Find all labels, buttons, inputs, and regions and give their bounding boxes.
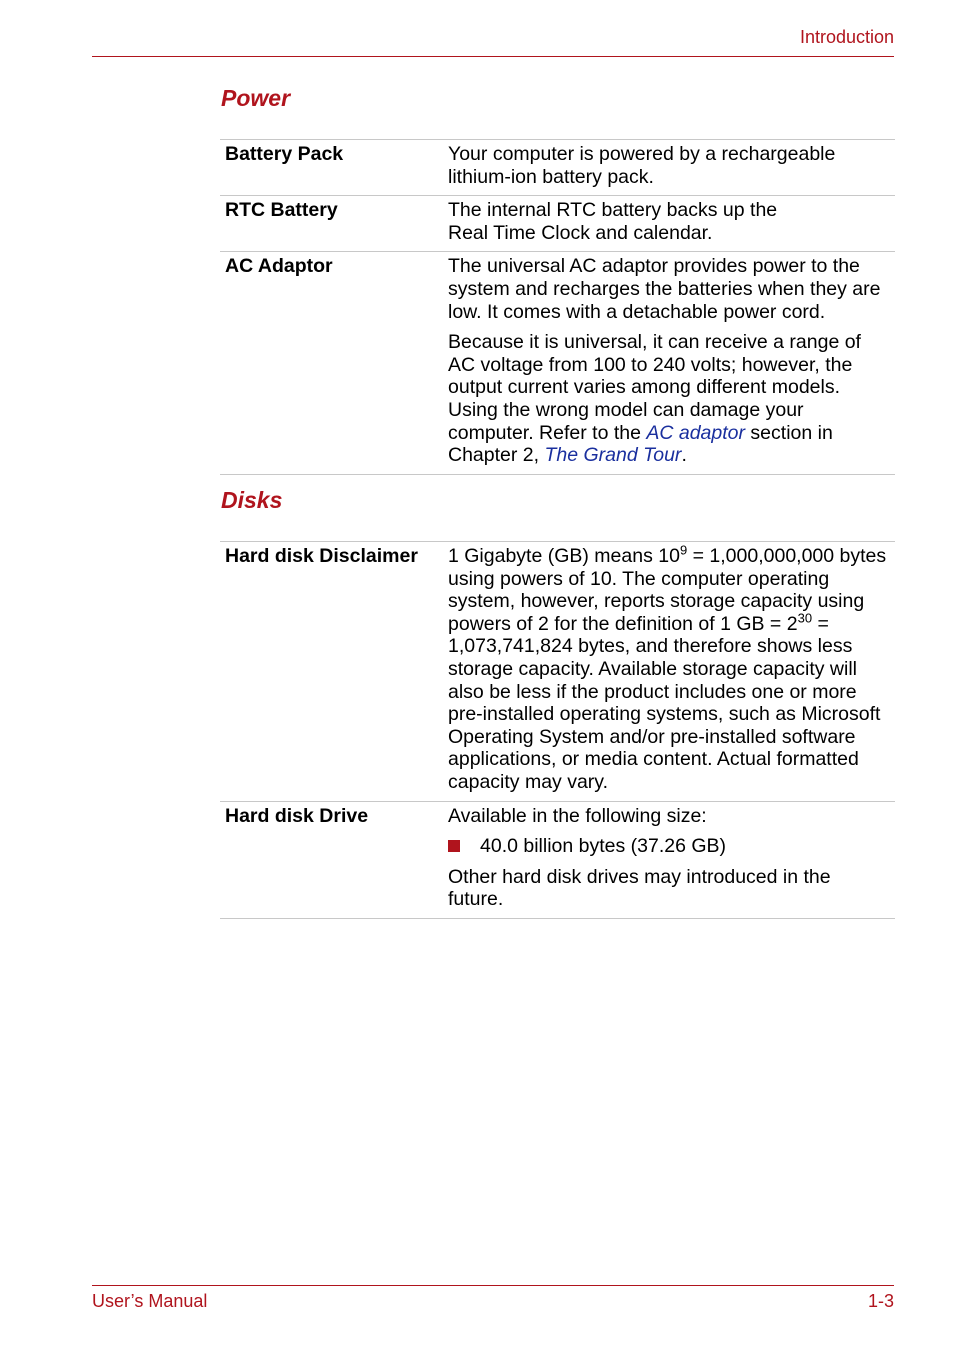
power-table — [220, 139, 895, 475]
section-title-power: Power — [221, 85, 291, 111]
term-battery-pack: Battery Pack — [220, 140, 442, 196]
term-hard-disk-drive: Hard disk Drive — [220, 801, 442, 918]
page-number: 1-3 — [867, 1291, 894, 1311]
desc-rtc-battery: The internal RTC battery backs up the Real Time Clock and calendar. — [442, 196, 895, 252]
ac-adaptor-link[interactable]: AC adaptor — [646, 421, 746, 444]
table-row — [220, 801, 895, 918]
header-rule — [92, 56, 894, 57]
footer-manual-title: User’s Manual — [92, 1291, 208, 1311]
desc-battery-pack: Your computer is powered by a rechargeable lithium-ion battery pack. — [442, 140, 895, 196]
footer-rule — [92, 1285, 894, 1286]
table-row — [220, 196, 895, 252]
desc-ac-adaptor: The universal AC adaptor provides power to the system and recharges the batteries when they are low. It comes with a detachable power cord. Because it is universal, it can receive a range of AC voltage from 100 to 240 volts; however, the output current varies among different models. Using the wrong model can damage your computer. Refer to the AC adaptor section in Chapter 2, The Grand Tour. — [442, 252, 895, 474]
grand-tour-link[interactable]: The Grand Tour — [544, 444, 682, 467]
term-rtc-battery: RTC Battery — [220, 196, 442, 252]
desc-hard-disk-drive: Available in the following size: 40.0 billion bytes (37.26 GB) Other hard disk drives may introduced in the future. — [442, 801, 895, 918]
square-bullet-icon — [448, 840, 460, 852]
table-row — [220, 140, 895, 196]
running-header: Introduction — [799, 27, 894, 47]
table-row — [220, 252, 895, 474]
section-title-disks: Disks — [221, 487, 283, 513]
disks-table — [220, 541, 895, 919]
term-ac-adaptor: AC Adaptor — [220, 252, 442, 474]
list-item: 40.0 billion bytes (37.26 GB) — [448, 835, 889, 858]
term-hard-disk-disclaimer: Hard disk Disclaimer — [220, 542, 442, 802]
table-row — [220, 542, 895, 802]
desc-hard-disk-disclaimer: 1 Gigabyte (GB) means $10^9 = 1,000,000,000$ bytes using powers of 10. The computer operating system, however, reports storage capacity using powers of 2 for the definition of 1 GB = $2^{30} = 1,073,741,824$ bytes, and therefore shows less storage capacity. Available storage capacity will also be less if the product includes one or more pre-installed operating systems, such as Microsoft Operating System and/or pre-installed software applications, or media content. Actual formatted capacity may vary. — [442, 542, 895, 802]
